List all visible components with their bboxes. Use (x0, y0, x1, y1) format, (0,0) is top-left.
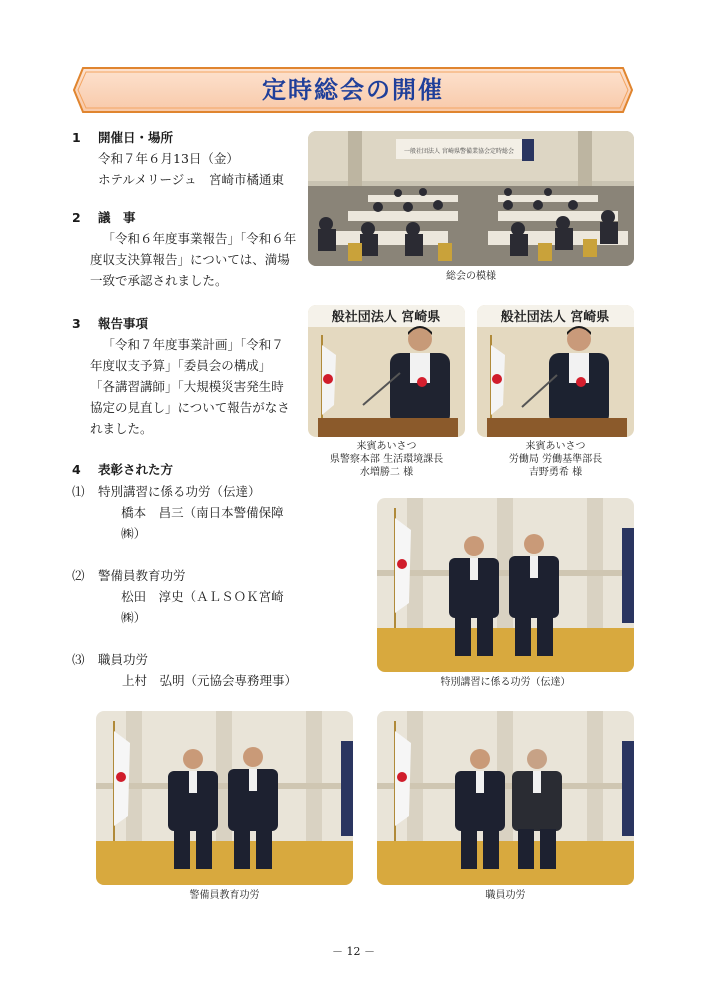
meeting-banner-text: 一般社団法人 宮崎県警備業協会定時総会 (404, 148, 514, 155)
award-person: 上村 弘明（元協会専務理事） (122, 673, 298, 688)
award3-photo (377, 711, 634, 885)
section-number: 4 (72, 462, 81, 477)
award-item (72, 649, 302, 691)
caption-line: 吉野勇希 様 (528, 467, 583, 478)
section-heading: 報告事項 (98, 316, 149, 331)
speaker1-caption (308, 440, 465, 479)
section-number: 2 (72, 210, 81, 225)
title-banner (73, 67, 633, 113)
award3-caption: 職員功労 (485, 890, 526, 901)
meeting-photo-caption: 総会の模様 (446, 271, 496, 282)
text-line: 令和７年６月13日（金） (98, 151, 239, 166)
speaker1-photo (308, 305, 465, 437)
text-line: 協定の見直し」について報告がなさ (90, 400, 290, 415)
award1-photo (377, 498, 634, 672)
text-line: ホテルメリージュ 宮崎市橘通東 (98, 172, 285, 187)
award-title: 職員功労 (98, 652, 149, 667)
award-item (72, 481, 302, 544)
award2-caption: 警備員教育功労 (189, 890, 260, 901)
podium-banner-text: 般社団法人 宮崎県 (331, 310, 441, 325)
section-awards (72, 459, 302, 691)
text-line: 「令和６年度事業報告」「令和６年 (102, 231, 297, 246)
award2-photo (96, 711, 353, 885)
section-number: 3 (72, 316, 81, 331)
section-heading: 表彰された方 (98, 462, 174, 477)
text-line: 度収支決算報告」については、満場 (90, 252, 290, 267)
meeting-photo (308, 131, 634, 266)
section-number: 1 (72, 130, 81, 145)
award-number: ⑶ (72, 652, 85, 667)
caption-line: 県警察本部 生活環境課長 (329, 454, 444, 465)
speaker2-caption (477, 440, 634, 479)
content-column (72, 127, 302, 691)
caption-line: 水増勝二 様 (359, 467, 414, 478)
caption-line: 来賓あいさつ (356, 441, 417, 452)
text-line: れました。 (90, 421, 153, 436)
caption-line: 労働局 労働基準部長 (508, 454, 603, 465)
page-number: － 12 － (332, 945, 375, 958)
award-title: 特別講習に係る功労（伝達） (98, 484, 261, 499)
section-reports (72, 313, 302, 439)
award-number: ⑵ (72, 568, 85, 583)
award-title: 警備員教育功労 (98, 568, 186, 583)
section-agenda (72, 207, 302, 291)
award-item (72, 565, 302, 628)
speaker2-photo (477, 305, 634, 437)
text-line: 「各講習講師」「大規模災害発生時 (90, 379, 284, 394)
award-person: 松田 淳史（ＡＬＳＯＫ宮崎㈱） (121, 589, 284, 625)
page-title: 定時総会の開催 (262, 76, 444, 104)
section-heading: 議 事 (98, 210, 136, 225)
text-line: 「令和７年度事業計画」「令和７ (102, 337, 284, 352)
text-line: 一致で承認されました。 (90, 273, 228, 288)
text-line: 年度収支予算」「委員会の構成」 (90, 358, 272, 373)
caption-line: 来賓あいさつ (525, 441, 586, 452)
award-person: 橋本 昌三（南日本警備保障㈱） (121, 505, 284, 541)
award-number: ⑴ (72, 484, 85, 499)
section-heading: 開催日・場所 (98, 130, 174, 145)
podium-banner-text: 般社団法人 宮崎県 (500, 310, 610, 325)
section-date-venue (72, 127, 302, 190)
award1-caption: 特別講習に係る功労（伝達） (440, 677, 571, 688)
